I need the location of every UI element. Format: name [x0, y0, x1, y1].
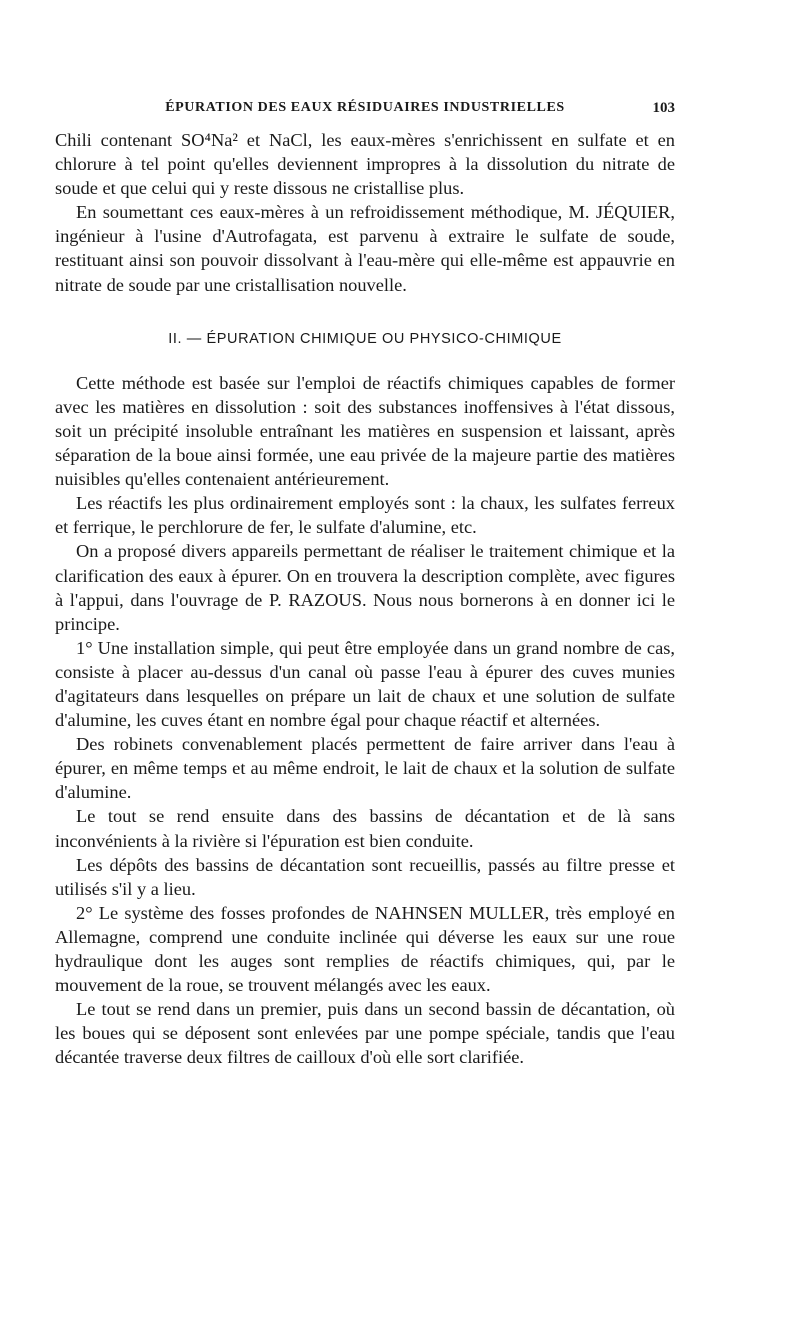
paragraph-jequier: En soumettant ces eaux-mères à un refroidissement méthodique, M. JÉQUIER, ingénieur à l'usine d'Autrofagata, est parvenu à extraire le sulfate de soude, restituant ainsi son pouvoir dissolvant à l'eau-mère qui elle-même est appauvrie en nitrate de soude par une cristallisation nouvelle. — [55, 202, 675, 295]
paragraph-depots: Les dépôts des bassins de décantation sont recueillis, passés au filtre presse et utilisés s'il y a lieu. — [55, 854, 675, 899]
running-title: ÉPURATION DES EAUX RÉSIDUAIRES INDUSTRIELLES — [165, 100, 565, 115]
book-page — [55, 96, 675, 1069]
paragraph-installation-1: 1° Une installation simple, qui peut être employée dans un grand nombre de cas, consiste à placer au-dessus d'un canal où passe l'eau à épurer des cuves munies d'agitateurs dans lesquelles on prépare un lait de chaux et une solution de sulfate d'alumine, les cuves étant en nombre égal pour chaque réactif et alternées. — [55, 637, 675, 731]
paragraph-decantation: Le tout se rend dans un premier, puis dans un second bassin de décantation, où les boues qui se déposent sont enlevées par une pompe spéciale, tandis que l'eau décantée traverse deux filtres de cailloux d'où elle sort clarifiée. — [55, 999, 675, 1068]
paragraph-robinets: Des robinets convenablement placés permettent de faire arriver dans l'eau à épurer, en même temps et au même endroit, le lait de chaux et la solution de sulfate d'alumine. — [55, 734, 675, 803]
paragraph-continuation: Chili contenant SO⁴Na² et NaCl, les eaux-mères s'enrichissent en sulfate et en chlorure à tel point qu'elles deviennent impropres à la dissolution du nitrate de soude et que celui qui y reste dissous ne cristallise plus. — [55, 130, 675, 199]
paragraph-reagents: Les réactifs les plus ordinairement employés sont : la chaux, les sulfates ferreux et ferrique, le perchlorure de fer, le sulfate d'alumine, etc. — [55, 493, 675, 538]
paragraph-installation-2: 2° Le système des fosses profondes de NAHNSEN MULLER, très employé en Allemagne, comprend une conduite inclinée qui déverse les eaux sur une roue hydraulique dont les auges sont remplies de réactifs chimiques, qui, par le mouvement de la roue, se trouvent mélangés avec les eaux. — [55, 902, 675, 996]
paragraph-apparatus: On a proposé divers appareils permettant de réaliser le traitement chimique et la clarification des eaux à épurer. On en trouvera la description complète, avec figures à l'appui, dans l'ouvrage de P. RAZOUS. Nous nous bornerons à en donner ici le principe. — [55, 541, 675, 634]
paragraph-method: Cette méthode est basée sur l'emploi de réactifs chimiques capables de former avec les matières en dissolution : soit des substances inoffensives à l'état dissous, soit un précipité insoluble entraînant les matières en suspension et laissant, après séparation de la boue ainsi formée, une eau privée de la majeure partie des matières nuisibles qu'elles contenaient antérieurement. — [55, 372, 675, 490]
page-number: 103 — [652, 100, 675, 116]
section-heading: II. — ÉPURATION CHIMIQUE OU PHYSICO-CHIMIQUE — [168, 330, 562, 347]
running-head — [55, 96, 675, 122]
paragraph-bassins: Le tout se rend ensuite dans des bassins de décantation et de là sans inconvénients à la rivière si l'épuration est bien conduite. — [55, 806, 675, 851]
